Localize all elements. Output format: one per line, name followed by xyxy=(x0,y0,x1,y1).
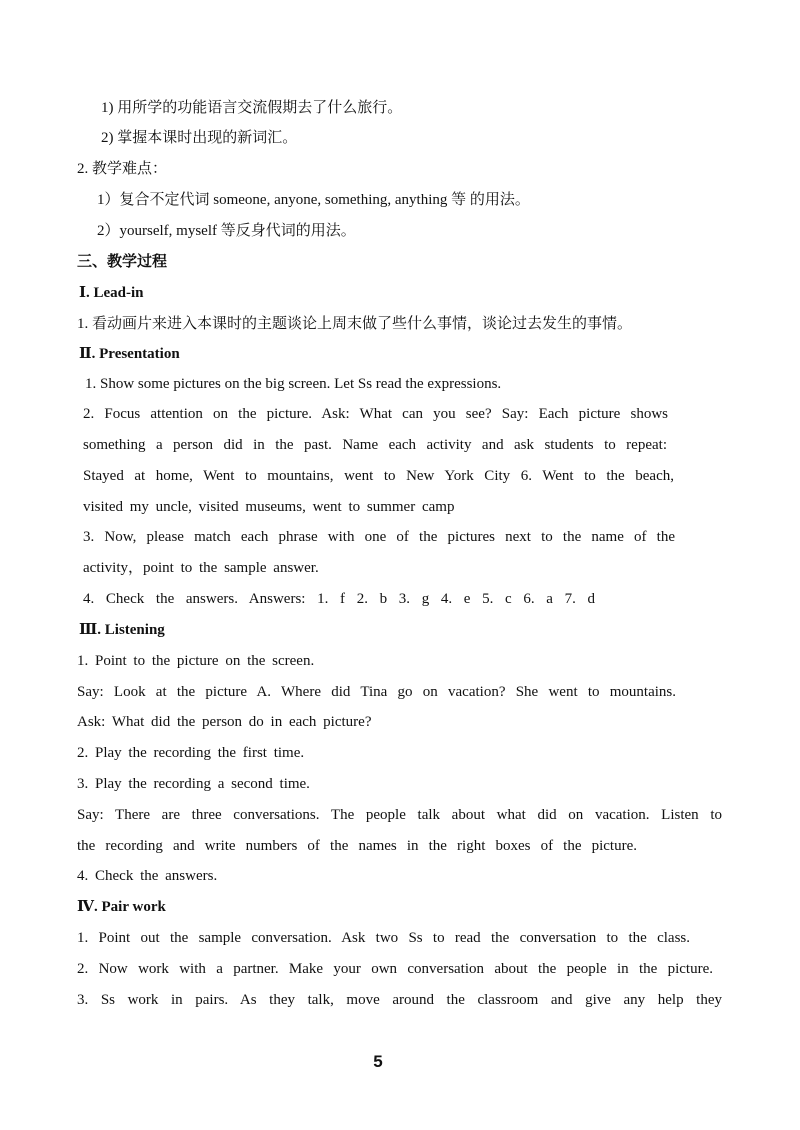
listening-line-3: Ask: What did the person do in each picture? xyxy=(77,714,372,730)
presentation-line-1: 1. Show some pictures on the big screen. Let Ss read the expressions. xyxy=(85,376,502,392)
difficulty-line-1: 1）复合不定代词 someone, anyone, something, anything 等 的用法。 xyxy=(97,192,530,208)
pair-work-line-2: 2. Now work with a partner. Make your own conversation about the people in the picture. xyxy=(77,961,713,977)
goal-line-2: 2) 掌握本课时出现的新词汇。 xyxy=(101,130,298,146)
presentation-line-3: something a person did in the past. Name each activity and ask students to repeat: xyxy=(83,437,667,453)
presentation-line-2: 2. Focus attention on the picture. Ask: What can you see? Say: Each picture shows xyxy=(83,406,668,422)
presentation-line-5: visited my uncle, visited museums, went to summer camp xyxy=(83,499,455,515)
heading-listening: Ⅲ. Listening xyxy=(79,622,165,638)
pair-work-line-3: 3. Ss work in pairs. As they talk, move around the classroom and give any help they xyxy=(77,992,722,1008)
heading-pair-work: Ⅳ. Pair work xyxy=(77,899,166,915)
listening-line-6: Say: There are three conversations. The people talk about what did on vacation. Listen to xyxy=(77,807,722,823)
pair-work-line-1: 1. Point out the sample conversation. Ask two Ss to read the conversation to the class. xyxy=(77,930,690,946)
heading-lead-in: Ⅰ. Lead-in xyxy=(79,285,144,301)
goal-line-1: 1) 用所学的功能语言交流假期去了什么旅行。 xyxy=(101,100,403,116)
listening-line-5: 3. Play the recording a second time. xyxy=(77,776,310,792)
listening-line-1: 1. Point to the picture on the screen. xyxy=(77,653,315,669)
listening-line-7: the recording and write numbers of the names in the right boxes of the picture. xyxy=(77,838,637,854)
page-number: 5 xyxy=(373,1052,383,1071)
presentation-line-8: 4. Check the answers. Answers: 1. f 2. b 3. g 4. e 5. c 6. a 7. d xyxy=(83,591,595,607)
presentation-line-6: 3. Now, please match each phrase with one of the pictures next to the name of the xyxy=(83,529,675,545)
lead-in-line-1: 1. 看动画片来进入本课时的主题谈论上周末做了些什么事情，谈论过去发生的事情。 xyxy=(77,316,633,332)
presentation-line-7: activity，point to the sample answer. xyxy=(83,560,319,576)
difficulty-heading: 2. 教学难点： xyxy=(77,161,168,177)
heading-presentation: Ⅱ. Presentation xyxy=(79,346,180,362)
listening-line-2: Say: Look at the picture A. Where did Tina go on vacation? She went to mountains. xyxy=(77,684,676,700)
presentation-line-4: Stayed at home, Went to mountains, went to New York City 6. Went to the beach, xyxy=(83,468,674,484)
listening-line-8: 4. Check the answers. xyxy=(77,868,218,884)
listening-line-4: 2. Play the recording the first time. xyxy=(77,745,305,761)
difficulty-line-2: 2）yourself, myself 等反身代词的用法。 xyxy=(97,223,356,239)
section-heading-process: 三、教学过程 xyxy=(77,254,168,270)
